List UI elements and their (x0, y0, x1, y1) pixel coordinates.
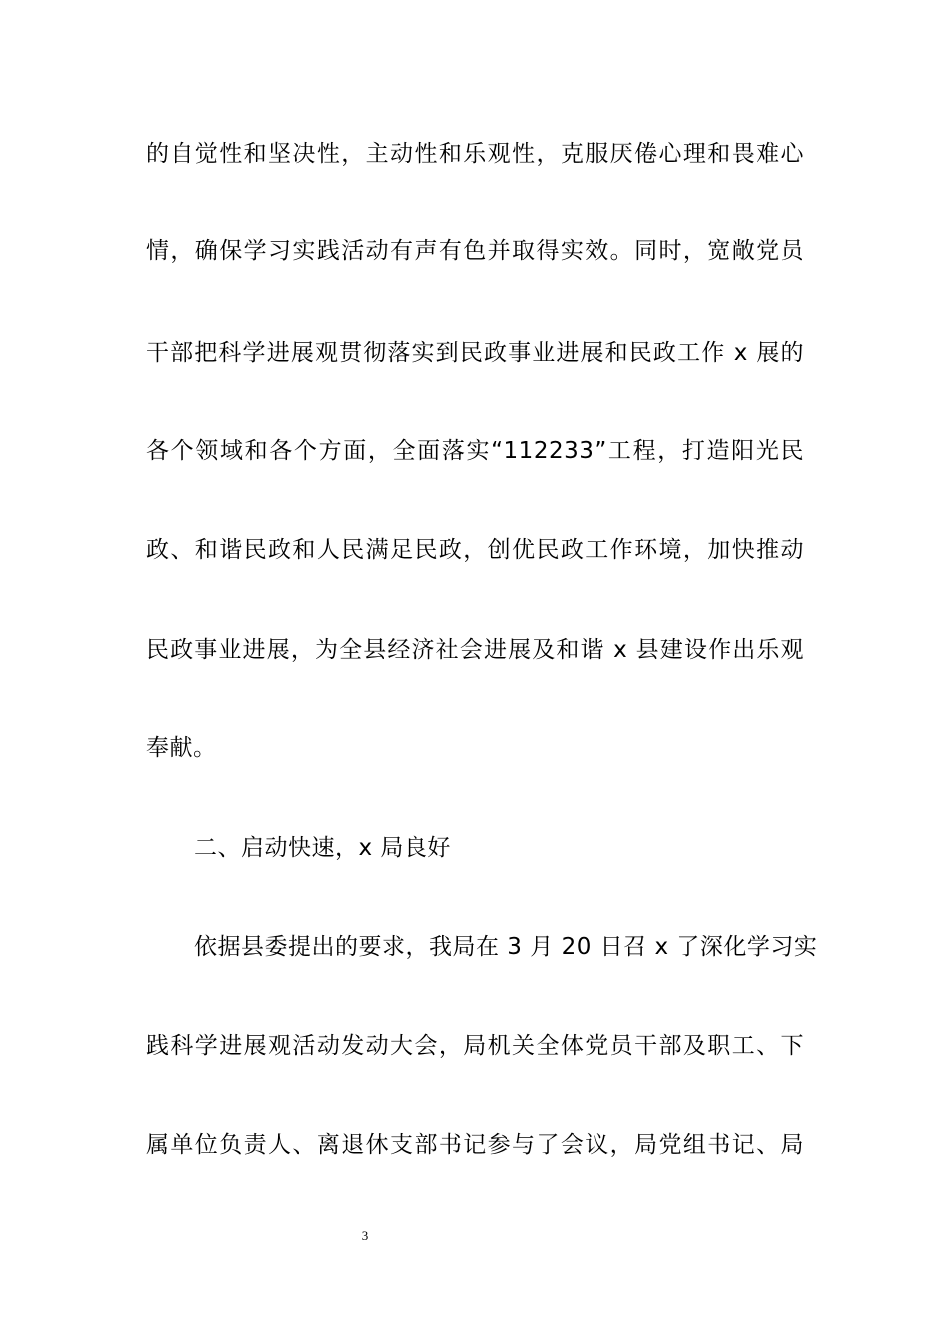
section-heading: 二、启动快速，x 局良好 (194, 835, 451, 861)
paragraph-line: 属单位负责人、离退休支部书记参与了会议，局党组书记、局 (146, 1132, 804, 1158)
paragraph-line: 干部把科学进展观贯彻落实到民政事业进展和民政工作 x 展的 (146, 340, 804, 366)
paragraph-line: 践科学进展观活动发动大会，局机关全体党员干部及职工、下 (146, 1033, 804, 1059)
paragraph-line: 依据县委提出的要求，我局在 3 月 20 日召 x 了深化学习实 (194, 934, 818, 960)
paragraph-line: 民政事业进展，为全县经济社会进展及和谐 x 县建设作出乐观 (146, 637, 804, 663)
paragraph-line: 政、和谐民政和人民满足民政，创优民政工作环境，加快推动 (146, 537, 804, 563)
paragraph-line: 各个领域和各个方面，全面落实“112233”工程，打造阳光民 (146, 438, 804, 464)
paragraph-line: 奉献。 (146, 735, 217, 761)
paragraph-line: 情，确保学习实践活动有声有色并取得实效。同时，宽敞党员 (146, 238, 804, 264)
paragraph-line: 的自觉性和坚决性，主动性和乐观性，克服厌倦心理和畏难心 (146, 141, 804, 167)
page-number: 3 (361, 1228, 369, 1243)
